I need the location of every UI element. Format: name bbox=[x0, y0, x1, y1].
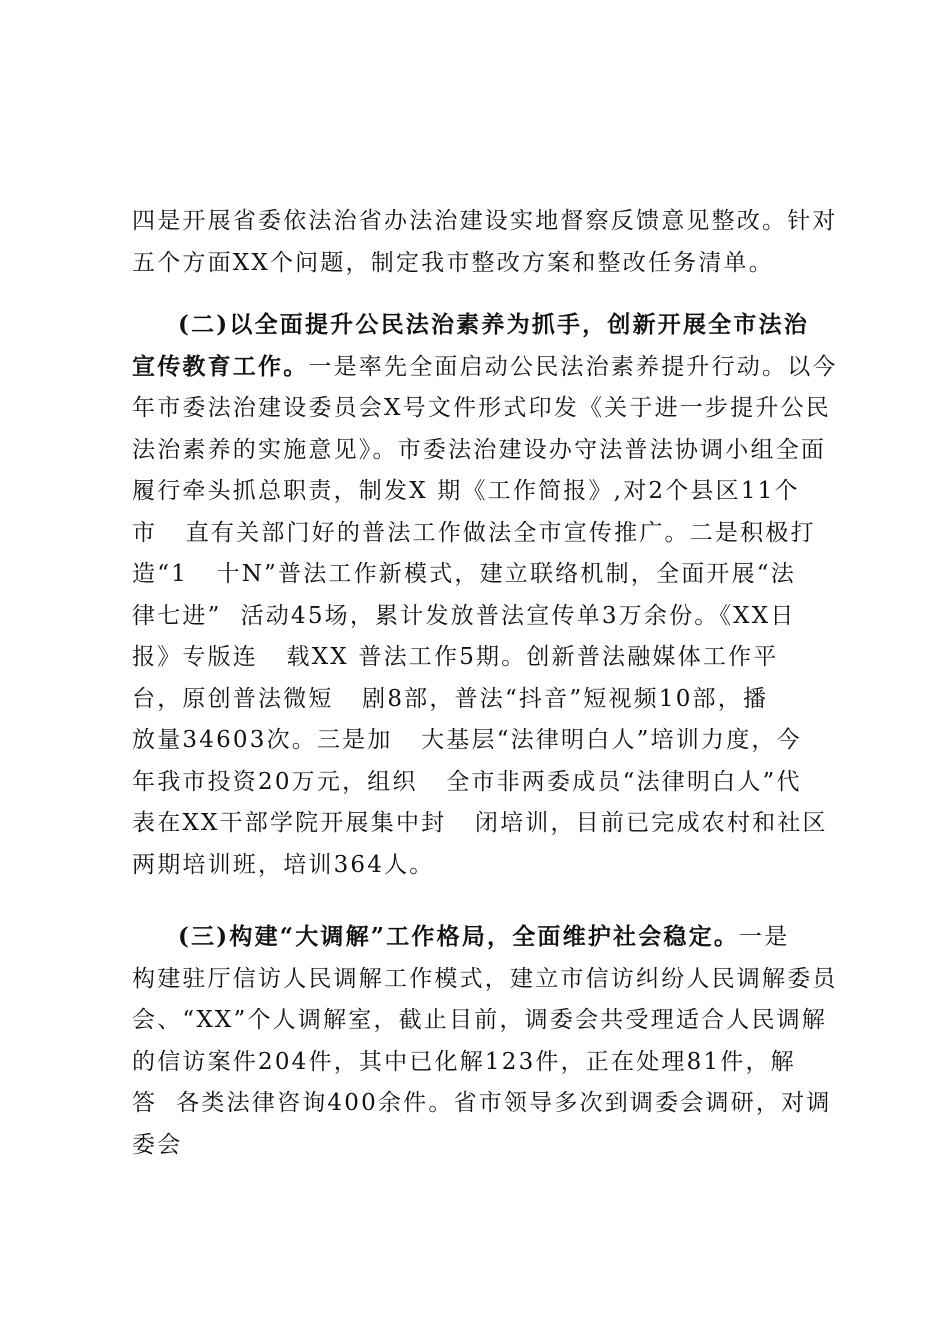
body-text: 构建驻厅信访人民调解工作模式，建立市信访纠纷人民调解委员 bbox=[132, 965, 838, 992]
text-line bbox=[132, 802, 832, 844]
body-text: 两期培训班，培训364人。 bbox=[132, 851, 435, 878]
text-line bbox=[132, 346, 838, 388]
section-heading: (三)构建“大调解”工作格局，全面维护社会稳定。 bbox=[178, 923, 740, 950]
body-text: 答 各类法律咨询400余件。省市领导多次到调委会调研，对调 bbox=[132, 1090, 832, 1116]
body-text: 台，原创普法微短 剧8部，普法“抖音”短视频10部，播 bbox=[132, 685, 769, 712]
body-text: 年市委法治建设委员会X号文件形式印发《关于进一步提升公民 bbox=[132, 395, 831, 421]
body-text: 市 直有关部门好的普法工作做法全市宣传推广。二是积极打 bbox=[132, 519, 816, 546]
text-line bbox=[132, 242, 832, 284]
body-text: 年我市投资20万元，组织 全市非两委成员“法律明白人”代 bbox=[132, 768, 802, 795]
section-heading: 宣传教育工作。 bbox=[132, 352, 309, 380]
body-text: 会、“XX”个人调解室，截止目前，调委会共受理适合人民调解 bbox=[132, 1007, 828, 1033]
paragraph-rectification bbox=[132, 200, 838, 283]
body-text: 法治素养的实施意见》。市委法治建设办守法普法协调小组全面 bbox=[132, 436, 827, 463]
body-text: 一是 bbox=[739, 924, 790, 950]
paragraph-legal-education bbox=[132, 304, 838, 885]
body-text: 一是率先全面启动公民法治素养提升行动。以今 bbox=[308, 353, 838, 380]
text-line bbox=[132, 595, 832, 637]
text-line bbox=[132, 958, 838, 1000]
text-line bbox=[132, 470, 832, 512]
text-line bbox=[132, 636, 832, 678]
body-text: 履行牵头抓总职责，制发X 期《工作简报》,对2个县区11个 bbox=[132, 478, 800, 504]
text-line bbox=[132, 678, 832, 720]
body-text: 五个方面XX个问题，制定我市整改方案和整改任务清单。 bbox=[132, 249, 774, 276]
text-line bbox=[132, 429, 832, 471]
text-line bbox=[132, 512, 832, 554]
text-line bbox=[132, 761, 832, 803]
text-line bbox=[132, 1082, 832, 1124]
body-text: 表在XX干部学院开展集中封 闭培训，目前已完成农村和社区 bbox=[132, 810, 828, 836]
body-text: 委会 bbox=[132, 1131, 183, 1158]
paragraph-mediation bbox=[132, 916, 838, 1165]
text-line bbox=[132, 1124, 832, 1166]
text-line bbox=[132, 1041, 832, 1083]
body-text: 四是开展省委依法治省办法治建设实地督察反馈意见整改。针对 bbox=[132, 208, 838, 234]
body-text: 的信访案件204件，其中已化解123件，正在处理81件，解 bbox=[132, 1048, 796, 1075]
body-text: 造“1 十N”普法工作新模式，建立联络机制，全面开展“法 bbox=[132, 561, 796, 587]
body-text: 报》专版连 载XX 普法工作5期。创新普法融媒体工作平 bbox=[132, 644, 779, 670]
text-line bbox=[132, 387, 832, 429]
body-text: 律七进” 活动45场，累计发放普法宣传单3万余份。《XX日 bbox=[132, 602, 796, 629]
text-line bbox=[132, 200, 838, 242]
text-line bbox=[132, 999, 832, 1041]
text-line bbox=[132, 719, 832, 761]
text-line bbox=[132, 553, 832, 595]
section-heading-line bbox=[132, 304, 832, 346]
body-text: 放量34603次。三是加 大基层“法律明白人”培训力度，今 bbox=[132, 727, 802, 753]
text-line bbox=[132, 844, 832, 886]
section-heading: (二)以全面提升公民法治素养为抓手，创新开展全市法治 bbox=[178, 311, 809, 338]
section-heading-line bbox=[132, 916, 832, 958]
